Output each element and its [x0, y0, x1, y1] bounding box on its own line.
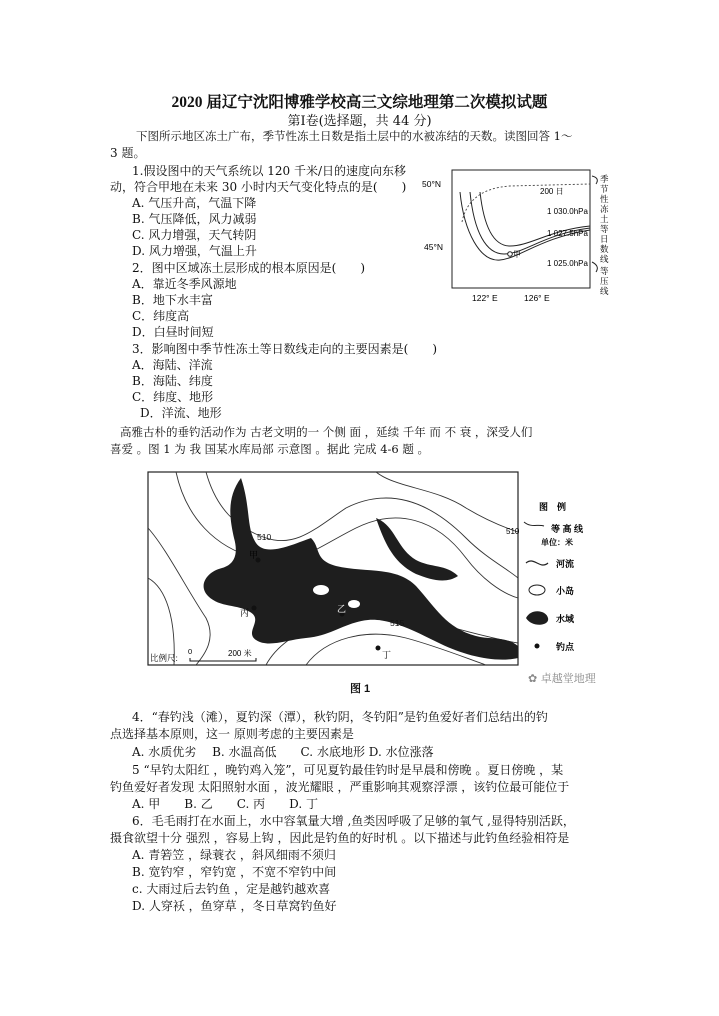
- legend-isobar: [600, 266, 609, 296]
- spot-icon: [535, 644, 540, 649]
- q3-option-b: B．海陆、纬度: [132, 374, 213, 388]
- svg-text:土: 土: [600, 214, 609, 224]
- watermark: ✿ 卓越堂地理: [528, 672, 596, 685]
- legend-river-label: 河流: [556, 559, 575, 569]
- lat-45-label: 45°N: [424, 242, 443, 252]
- isobar-1030: [460, 192, 590, 260]
- q2-option-d: D．白昼时间短: [132, 325, 214, 339]
- q3-option-c: C．纬度、地形: [132, 390, 214, 404]
- lat-50-label: 50°N: [422, 179, 441, 189]
- q4-stem-cont: 点选择基本原则，这一 原则考虑的主要因素是: [110, 727, 354, 741]
- q4-stem: 4．“春钓浅（滩），夏钓深（潭），秋钓阴，冬钓阳”是钓鱼爱好者们总结出的钓: [132, 710, 548, 724]
- intro-text-cont: 3 题。: [110, 146, 146, 160]
- isobar-1027-label: 1 027.5hPa: [547, 229, 588, 238]
- svg-text:日: 日: [600, 234, 609, 244]
- contour-515-label: 515: [390, 618, 405, 628]
- q1-stem-cont: 动，符合甲地在未来 30 小时内天气变化特点的是( ): [110, 180, 407, 194]
- island-icon: [529, 585, 545, 595]
- q5-stem: 5 “早钓太阳红 ，晚钓鸡入笼”，可见夏钓最佳钓时是早晨和傍晚 。夏日傍晚 ，某: [132, 763, 564, 777]
- svg-text:压: 压: [600, 276, 609, 286]
- q3-stem: 3．影响图中季节性冻土等日数线走向的主要因素是( ): [132, 342, 438, 356]
- intro2-text-cont: 喜爱 。图 1 为 我 国某水库局部 示意图 。据此 完成 4-6 题 。: [110, 442, 430, 456]
- point-jia-marker: [508, 252, 513, 257]
- legend-bracket-icon: [592, 176, 597, 184]
- contour-510-label: 510: [257, 532, 272, 542]
- isoline-200-label: 200 日: [540, 187, 564, 196]
- legend-island-label: 小岛: [556, 586, 575, 596]
- scale-zero: 0: [188, 647, 193, 656]
- isobar-1025-label: 1 025.0hPa: [547, 259, 588, 268]
- reservoir-map: [146, 468, 616, 668]
- spot-yi-label: 乙: [337, 604, 347, 614]
- svg-text:等: 等: [600, 266, 609, 276]
- scale-value: 200 米: [228, 649, 252, 658]
- spot-bing-marker: [252, 606, 257, 611]
- svg-text:等: 等: [600, 224, 609, 234]
- section-subtitle: 第Ⅰ卷(选择题，共 44 分): [287, 114, 432, 129]
- water-inlet: [376, 518, 458, 580]
- lon-122-label: 122° E: [472, 293, 498, 303]
- svg-text:季: 季: [600, 174, 609, 184]
- q2-option-c: C．纬度高: [132, 309, 190, 323]
- svg-text:线: 线: [600, 286, 609, 296]
- q2-option-a: A．靠近冬季风源地: [132, 277, 237, 291]
- legend-spot-label: 钓点: [556, 642, 575, 652]
- q5-stem-cont: 钓鱼爱好者发现 太阳照射水面 ，波光耀眼 ，严重影响其观察浮漂 ，该钓位最可能位于: [110, 780, 570, 794]
- q1-option-b: B. 气压降低，风力减弱: [132, 212, 257, 226]
- legend-contour-value: 510: [506, 527, 520, 536]
- legend-unit: 单位：米: [541, 538, 573, 547]
- island: [313, 585, 329, 595]
- legend-water-label: 水域: [556, 614, 575, 624]
- q3-option-a: A．海陆、洋流: [132, 358, 213, 372]
- spot-ding-marker: [376, 646, 381, 651]
- svg-text:冻: 冻: [600, 204, 609, 214]
- spot-ding-label: 丁: [382, 650, 392, 660]
- legend-contour-icon: [524, 522, 544, 526]
- q1-option-c: C. 风力增强，天气转阴: [132, 228, 257, 242]
- q1-option-a: A. 气压升高，气温下降: [132, 196, 257, 210]
- q5-options: A. 甲 B. 乙 C. 丙 D. 丁: [132, 797, 318, 811]
- q4-options: A. 水质优劣 B. 水温高低 C. 水底地形 D. 水位涨落: [132, 745, 434, 759]
- svg-text:数: 数: [600, 244, 609, 254]
- island: [348, 600, 360, 608]
- q6-option-c: c. 大雨过后去钓鱼 ，定是越钓越欢喜: [132, 882, 331, 896]
- legend-title: 图 例: [539, 502, 567, 512]
- frozen-soil-map: [420, 162, 620, 307]
- intro2-text: 高雅古朴的垂钓活动作为 古老文明的一 个侧 面 ，延续 千年 而 不 衰 ，深受人们: [120, 425, 533, 439]
- spot-bing-label: 丙: [240, 608, 250, 618]
- isobar-1027: [470, 192, 590, 254]
- legend-contour-label: 等 高 线: [551, 524, 584, 534]
- figure-label: 图 1: [350, 683, 371, 695]
- q1-option-d: D. 风力增强，气温上升: [132, 244, 257, 258]
- point-jia-label: 甲: [513, 250, 521, 259]
- q6-option-d: D. 人穿袄 ，鱼穿草 ，冬日草窝钓鱼好: [132, 899, 337, 913]
- q2-option-b: B．地下水丰富: [132, 293, 213, 307]
- intro-text: 下图所示地区冻土广布，季节性冻土日数是指土层中的水被冻结的天数。读图回答 1～: [136, 129, 573, 143]
- river-icon: [526, 561, 548, 565]
- q2-stem: 2．图中区域冻土层形成的根本原因是( ): [132, 261, 365, 275]
- water-icon: [526, 611, 548, 625]
- q6-option-a: A. 青箬笠 ，绿蓑衣 ，斜风细雨不须归: [132, 848, 336, 862]
- lon-126-label: 126° E: [524, 293, 550, 303]
- q3-option-d: D．洋流、地形: [140, 406, 222, 420]
- svg-text:节: 节: [600, 184, 609, 194]
- q6-stem-cont: 摄食欲望十分 强烈 ，容易上钩 ，因此是钓鱼的好时机 。以下描述与此钓鱼经验相符是: [110, 831, 570, 845]
- q1-stem: 1.假设图中的天气系统以 120 千米/日的速度向东移: [132, 164, 407, 178]
- svg-text:性: 性: [600, 194, 609, 204]
- q6-stem: 6．毛毛雨打在水面上，水中容氧量大增 ,鱼类因呼吸了足够的氧气 ,显得特别活跃，: [132, 814, 575, 828]
- legend-bracket-icon: [592, 262, 597, 272]
- wechat-icon: ✿: [528, 672, 541, 685]
- exam-title: 2020 届辽宁沈阳博雅学校高三文综地理第二次模拟试题: [171, 94, 548, 111]
- svg-text:线: 线: [600, 254, 609, 264]
- isobar-1030-label: 1 030.0hPa: [547, 207, 588, 216]
- legend-frozen-soil: [600, 174, 609, 264]
- spot-jia-label: 甲: [249, 550, 259, 560]
- scale-label: 比例尺:: [150, 653, 178, 663]
- q6-option-b: B. 宽钓窄 ，窄钓宽 ，不宽不窄钓中间: [132, 865, 337, 879]
